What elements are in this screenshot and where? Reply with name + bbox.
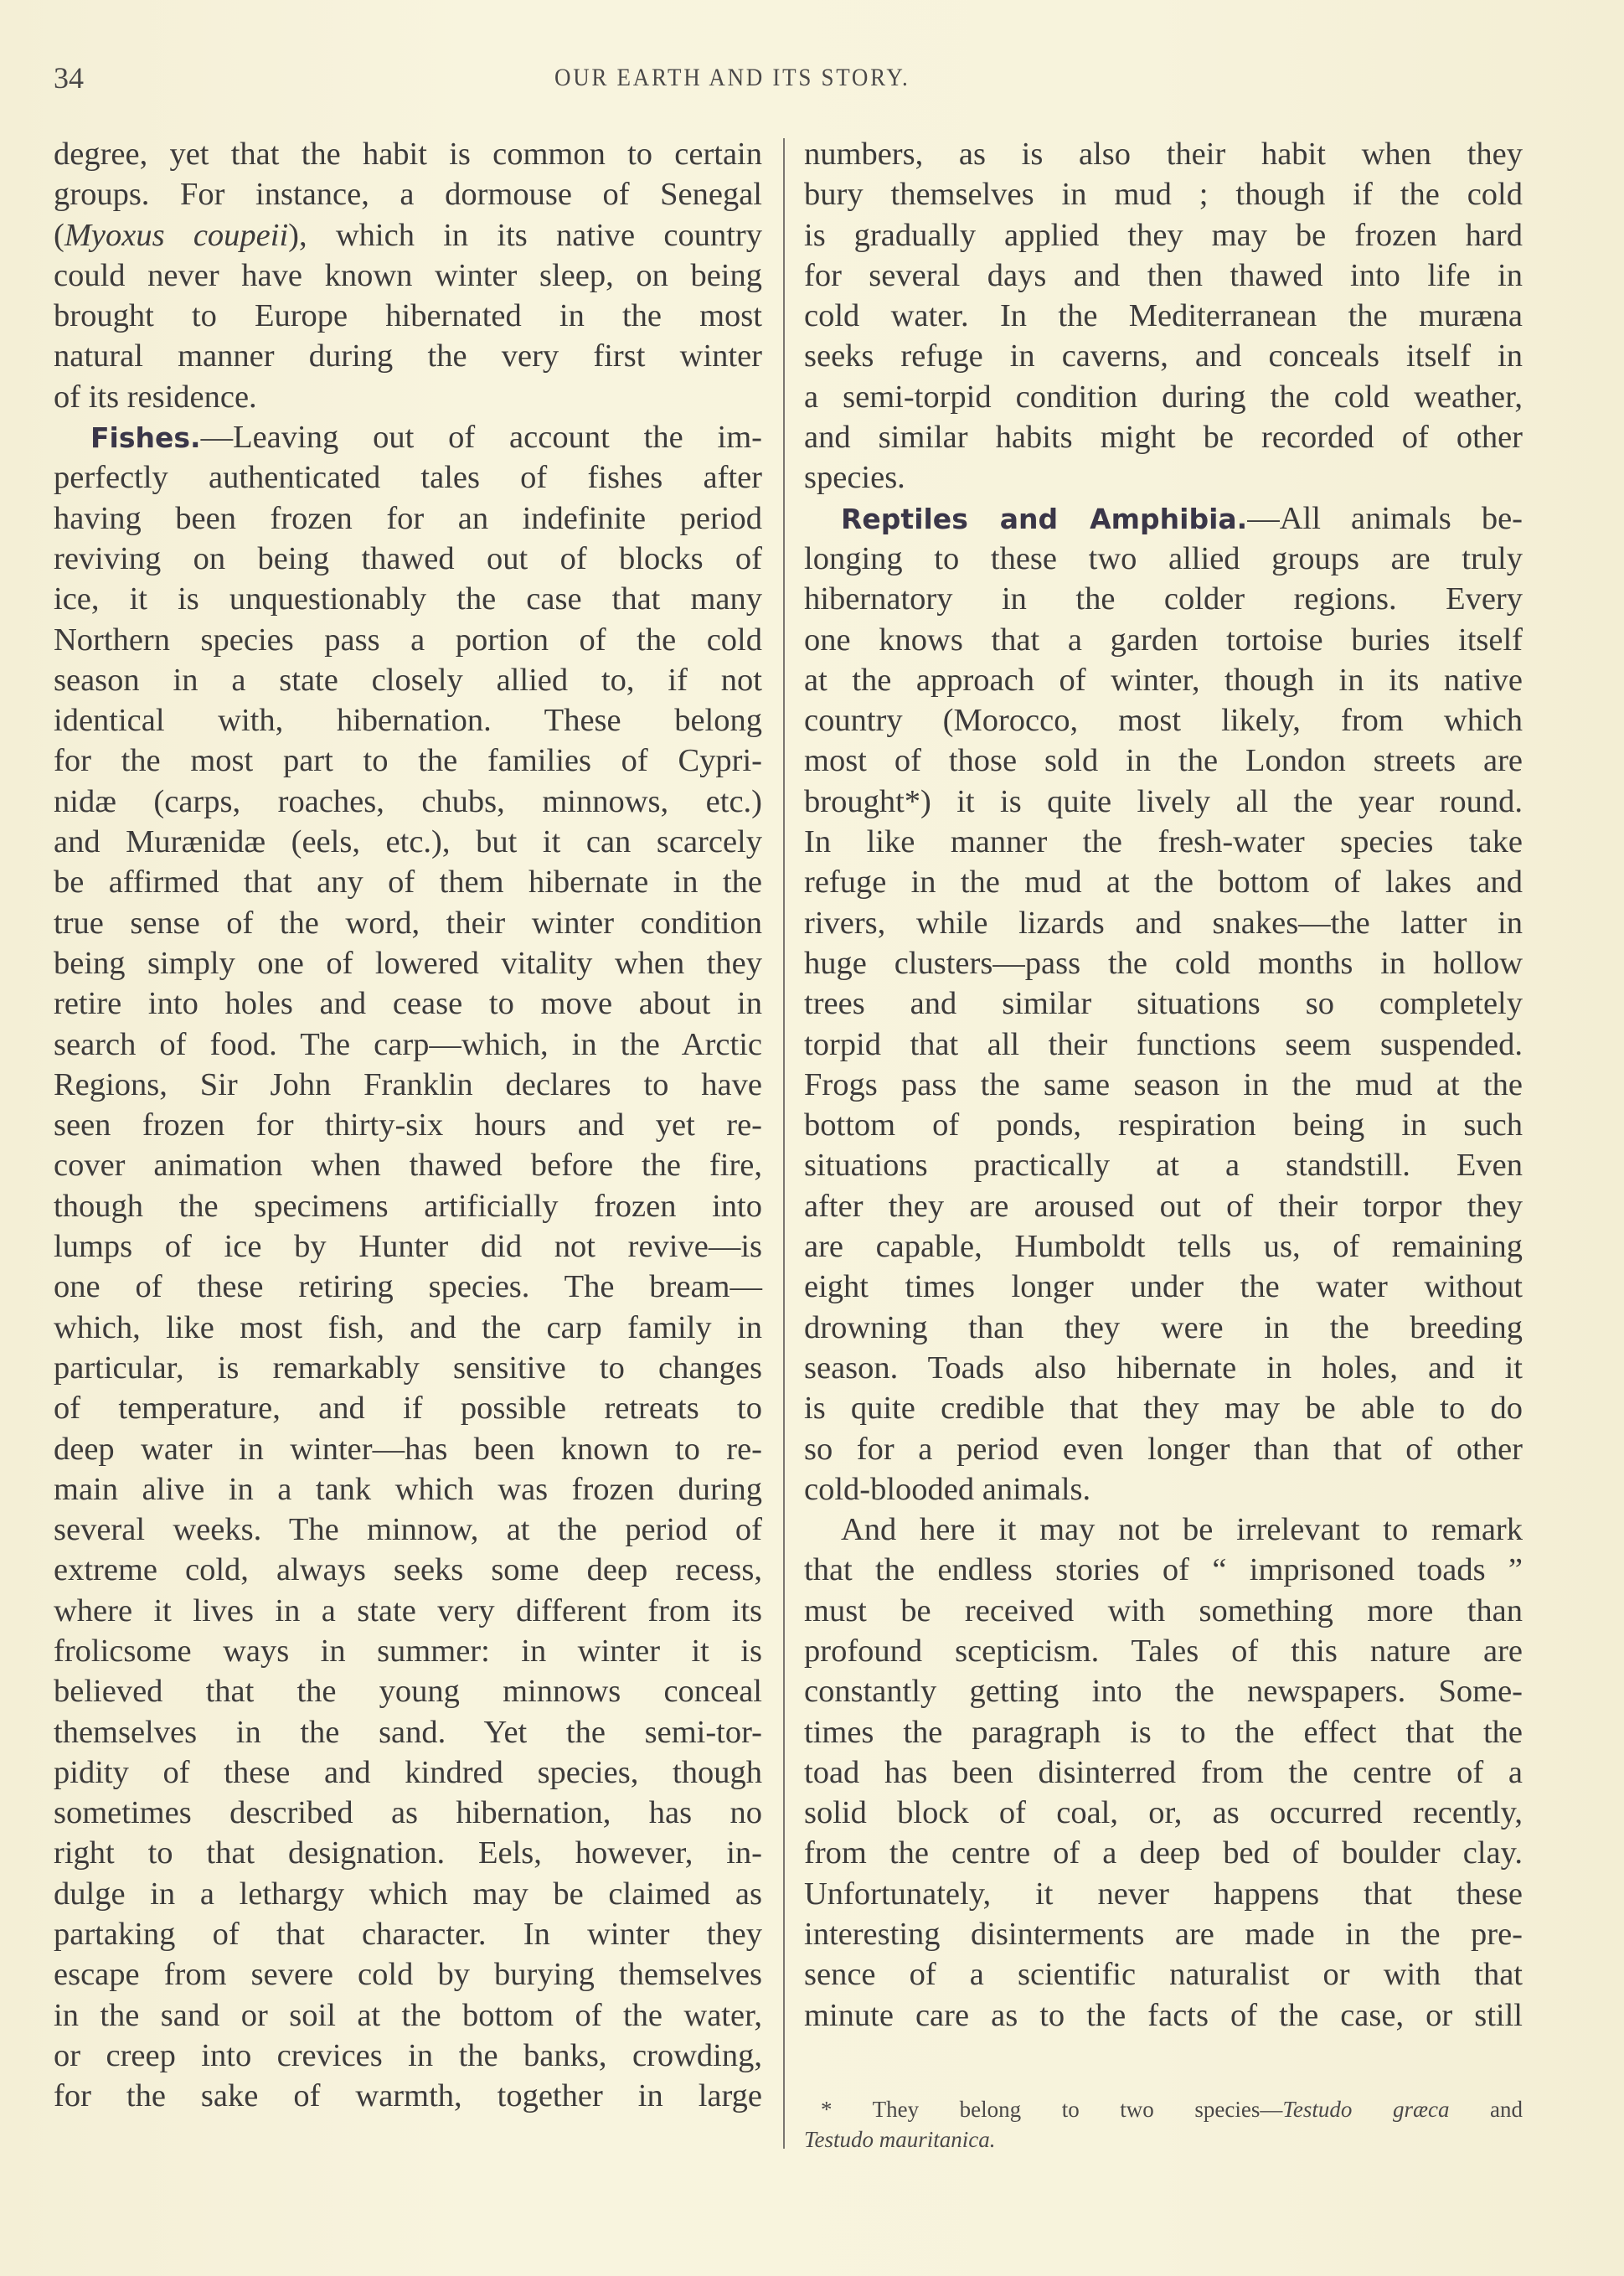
- text-line: one of these retiring species. The bream—: [54, 1269, 762, 1305]
- text-line: rivers, while lizards and snakes—the latter in: [804, 905, 1523, 941]
- text-line: retire into holes and cease to move about in: [54, 986, 762, 1022]
- text-line: times the paragraph is to the effect that the: [804, 1714, 1523, 1750]
- text-line: bottom of ponds, respiration being in such: [804, 1107, 1523, 1143]
- text-line: of temperature, and if possible retreats to: [54, 1391, 762, 1427]
- text-line: of its residence.: [54, 379, 257, 415]
- text-line: eight times longer under the water without: [804, 1269, 1523, 1305]
- text-line: main alive in a tank which was frozen during: [54, 1471, 762, 1507]
- text-line: true sense of the word, their winter condition: [54, 905, 762, 941]
- right-column: [804, 134, 1523, 2036]
- text-line: for the most part to the families of Cypri-: [54, 743, 762, 779]
- text-line: And here it may not be irrelevant to remark: [841, 1512, 1523, 1548]
- text-line: seeks refuge in caverns, and conceals itself in: [804, 338, 1523, 374]
- text-line: toad has been disinterred from the centre of a: [804, 1754, 1523, 1790]
- footnote: [804, 2094, 1523, 2155]
- footnote-marker: *: [821, 2097, 833, 2122]
- text-line: groups. For instance, a dormouse of Senegal: [54, 177, 762, 213]
- footnote-species-1: Testudo græca: [1282, 2097, 1450, 2122]
- text-line: hibernatory in the colder regions. Every: [804, 581, 1523, 617]
- text-line: sence of a scientific naturalist or with that: [804, 1957, 1523, 1993]
- text-line: identical with, hibernation. These belong: [54, 703, 762, 739]
- footnote-conjunction: and: [1449, 2097, 1523, 2122]
- text-line: numbers, as is also their habit when they: [804, 137, 1523, 172]
- text-line: refuge in the mud at the bottom of lakes and: [804, 864, 1523, 901]
- text-line: Regions, Sir John Franklin declares to have: [54, 1066, 762, 1102]
- text-line: though the specimens artificially frozen into: [54, 1188, 762, 1224]
- text-line: In like manner the fresh-water species take: [804, 824, 1523, 860]
- text-line: for several days and then thawed into life in: [804, 257, 1523, 293]
- text-line: constantly getting into the newspapers. Some-: [804, 1674, 1523, 1710]
- text-line: must be received with something more than: [804, 1592, 1523, 1628]
- text-line: reviving on being thawed out of blocks of: [54, 540, 762, 576]
- text-line: right to that designation. Eels, however, in-: [54, 1835, 762, 1871]
- text-line: perfectly authenticated tales of fishes after: [54, 460, 762, 496]
- text-line: natural manner during the very first winter: [54, 338, 762, 374]
- text-line: minute care as to the facts of the case, or still: [804, 1997, 1523, 2033]
- text-line: one knows that a garden tortoise buries itself: [804, 622, 1523, 658]
- text-line: Frogs pass the same season in the mud at the: [804, 1066, 1523, 1102]
- text-line: season in a state closely allied to, if not: [54, 662, 762, 698]
- text-line: being simply one of lowered vitality when they: [54, 945, 762, 981]
- text-line: or creep into crevices in the banks, crowding,: [54, 2037, 762, 2073]
- section-heading-line: Fishes.—Leaving out of account the im-: [90, 420, 762, 456]
- text-line: Northern species pass a portion of the cold: [54, 622, 762, 658]
- text-line: longing to these two allied groups are truly: [804, 540, 1523, 576]
- text-line-with-italic: (Myoxus coupeii), which in its native country: [54, 217, 762, 253]
- text-line: is quite credible that they may be able to do: [804, 1391, 1523, 1427]
- text-line: pidity of these and kindred species, though: [54, 1754, 762, 1790]
- text-line: huge clusters—pass the cold months in hollow: [804, 945, 1523, 981]
- column-divider: [783, 138, 785, 2149]
- section-heading-fishes: Fishes.: [90, 421, 201, 455]
- page-number: 34: [54, 61, 84, 95]
- text-line: dulge in a lethargy which may be claimed as: [54, 1876, 762, 1912]
- text-line: cold-blooded animals.: [804, 1471, 1091, 1507]
- text-line: and similar habits might be recorded of other: [804, 420, 1523, 456]
- text-line: believed that the young minnows conceal: [54, 1674, 762, 1710]
- text-line: degree, yet that the habit is common to certain: [54, 137, 762, 172]
- text-line: themselves in the sand. Yet the semi-tor-: [54, 1714, 762, 1750]
- footnote-text: They belong to two species—: [872, 2097, 1283, 2122]
- text-line: torpid that all their functions seem suspended.: [804, 1026, 1523, 1062]
- text-line: are capable, Humboldt tells us, of remaining: [804, 1229, 1523, 1265]
- text-line: particular, is remarkably sensitive to changes: [54, 1350, 762, 1386]
- text-line: extreme cold, always seeks some deep recess,: [54, 1552, 762, 1588]
- text-line: from the centre of a deep bed of boulder clay.: [804, 1835, 1523, 1871]
- text-line: escape from severe cold by burying themselves: [54, 1957, 762, 1993]
- text-line: sometimes described as hibernation, has no: [54, 1795, 762, 1831]
- text-line: species.: [804, 460, 905, 496]
- text-line: country (Morocco, most likely, from which: [804, 703, 1523, 739]
- text-line: lumps of ice by Hunter did not revive—is: [54, 1229, 762, 1265]
- text-line: nidæ (carps, roaches, chubs, minnows, etc.): [54, 783, 762, 819]
- text-line: a semi-torpid condition during the cold weather,: [804, 379, 1523, 415]
- text-line: in the sand or soil at the bottom of the water,: [54, 1997, 762, 2033]
- text-line: at the approach of winter, though in its native: [804, 662, 1523, 698]
- italic-species-name: Myoxus coupeii: [64, 217, 289, 253]
- running-title: OUR EARTH AND ITS STORY.: [554, 64, 910, 91]
- text-line: most of those sold in the London streets are: [804, 743, 1523, 779]
- text-line: partaking of that character. In winter they: [54, 1917, 762, 1953]
- text-line: cold water. In the Mediterranean the murænа: [804, 298, 1523, 334]
- text-line: search of food. The carp—which, in the Arctic: [54, 1026, 762, 1062]
- text-line: situations practically at a standstill. Even: [804, 1148, 1523, 1184]
- footnote-species-2: Testudo mauritanica.: [804, 2127, 996, 2152]
- text-line: and Murænidæ (eels, etc.), but it can scarcely: [54, 824, 762, 860]
- text-line: Unfortunately, it never happens that these: [804, 1876, 1523, 1912]
- text-line: after they are aroused out of their torpor they: [804, 1188, 1523, 1224]
- text-line: several weeks. The minnow, at the period of: [54, 1512, 762, 1548]
- section-heading-reptiles: Reptiles and Amphibia.: [841, 502, 1248, 535]
- running-header: [54, 60, 1528, 102]
- text-line: solid block of coal, or, as occurred recently,: [804, 1795, 1523, 1831]
- text-line: seen frozen for thirty-six hours and yet re-: [54, 1107, 762, 1143]
- text-line: trees and similar situations so completely: [804, 986, 1523, 1022]
- text-line: frolicsome ways in summer: in winter it is: [54, 1633, 762, 1669]
- text-line: that the endless stories of “ imprisoned toads ”: [804, 1552, 1523, 1588]
- text-line: profound scepticism. Tales of this nature are: [804, 1633, 1523, 1669]
- text-line: having been frozen for an indefinite period: [54, 500, 762, 536]
- text-line: deep water in winter—has been known to re-: [54, 1431, 762, 1467]
- text-line: could never have known winter sleep, on being: [54, 257, 762, 293]
- text-line: which, like most fish, and the carp family in: [54, 1309, 762, 1345]
- section-heading-line: Reptiles and Amphibia.—All animals be-: [841, 500, 1523, 536]
- text-line: for the sake of warmth, together in large: [54, 2078, 762, 2114]
- text-line: so for a period even longer than that of other: [804, 1431, 1523, 1467]
- text-line: cover animation when thawed before the fire,: [54, 1148, 762, 1184]
- text-line: brought*) it is quite lively all the year round.: [804, 783, 1523, 819]
- text-line: season. Toads also hibernate in holes, and it: [804, 1350, 1523, 1386]
- text-line: is gradually applied they may be frozen hard: [804, 217, 1523, 253]
- text-line: where it lives in a state very different from its: [54, 1592, 762, 1628]
- footnote-line: [804, 2094, 1523, 2124]
- text-line: ice, it is unquestionably the case that many: [54, 581, 762, 617]
- left-column: [54, 134, 762, 2117]
- text-line: drowning than they were in the breeding: [804, 1309, 1523, 1345]
- text-line: brought to Europe hibernated in the most: [54, 298, 762, 334]
- text-line: be affirmed that any of them hibernate in the: [54, 864, 762, 901]
- text-line: interesting disinterments are made in the pre-: [804, 1917, 1523, 1953]
- footnote-line: [804, 2124, 1523, 2155]
- text-line: bury themselves in mud ; though if the cold: [804, 177, 1523, 213]
